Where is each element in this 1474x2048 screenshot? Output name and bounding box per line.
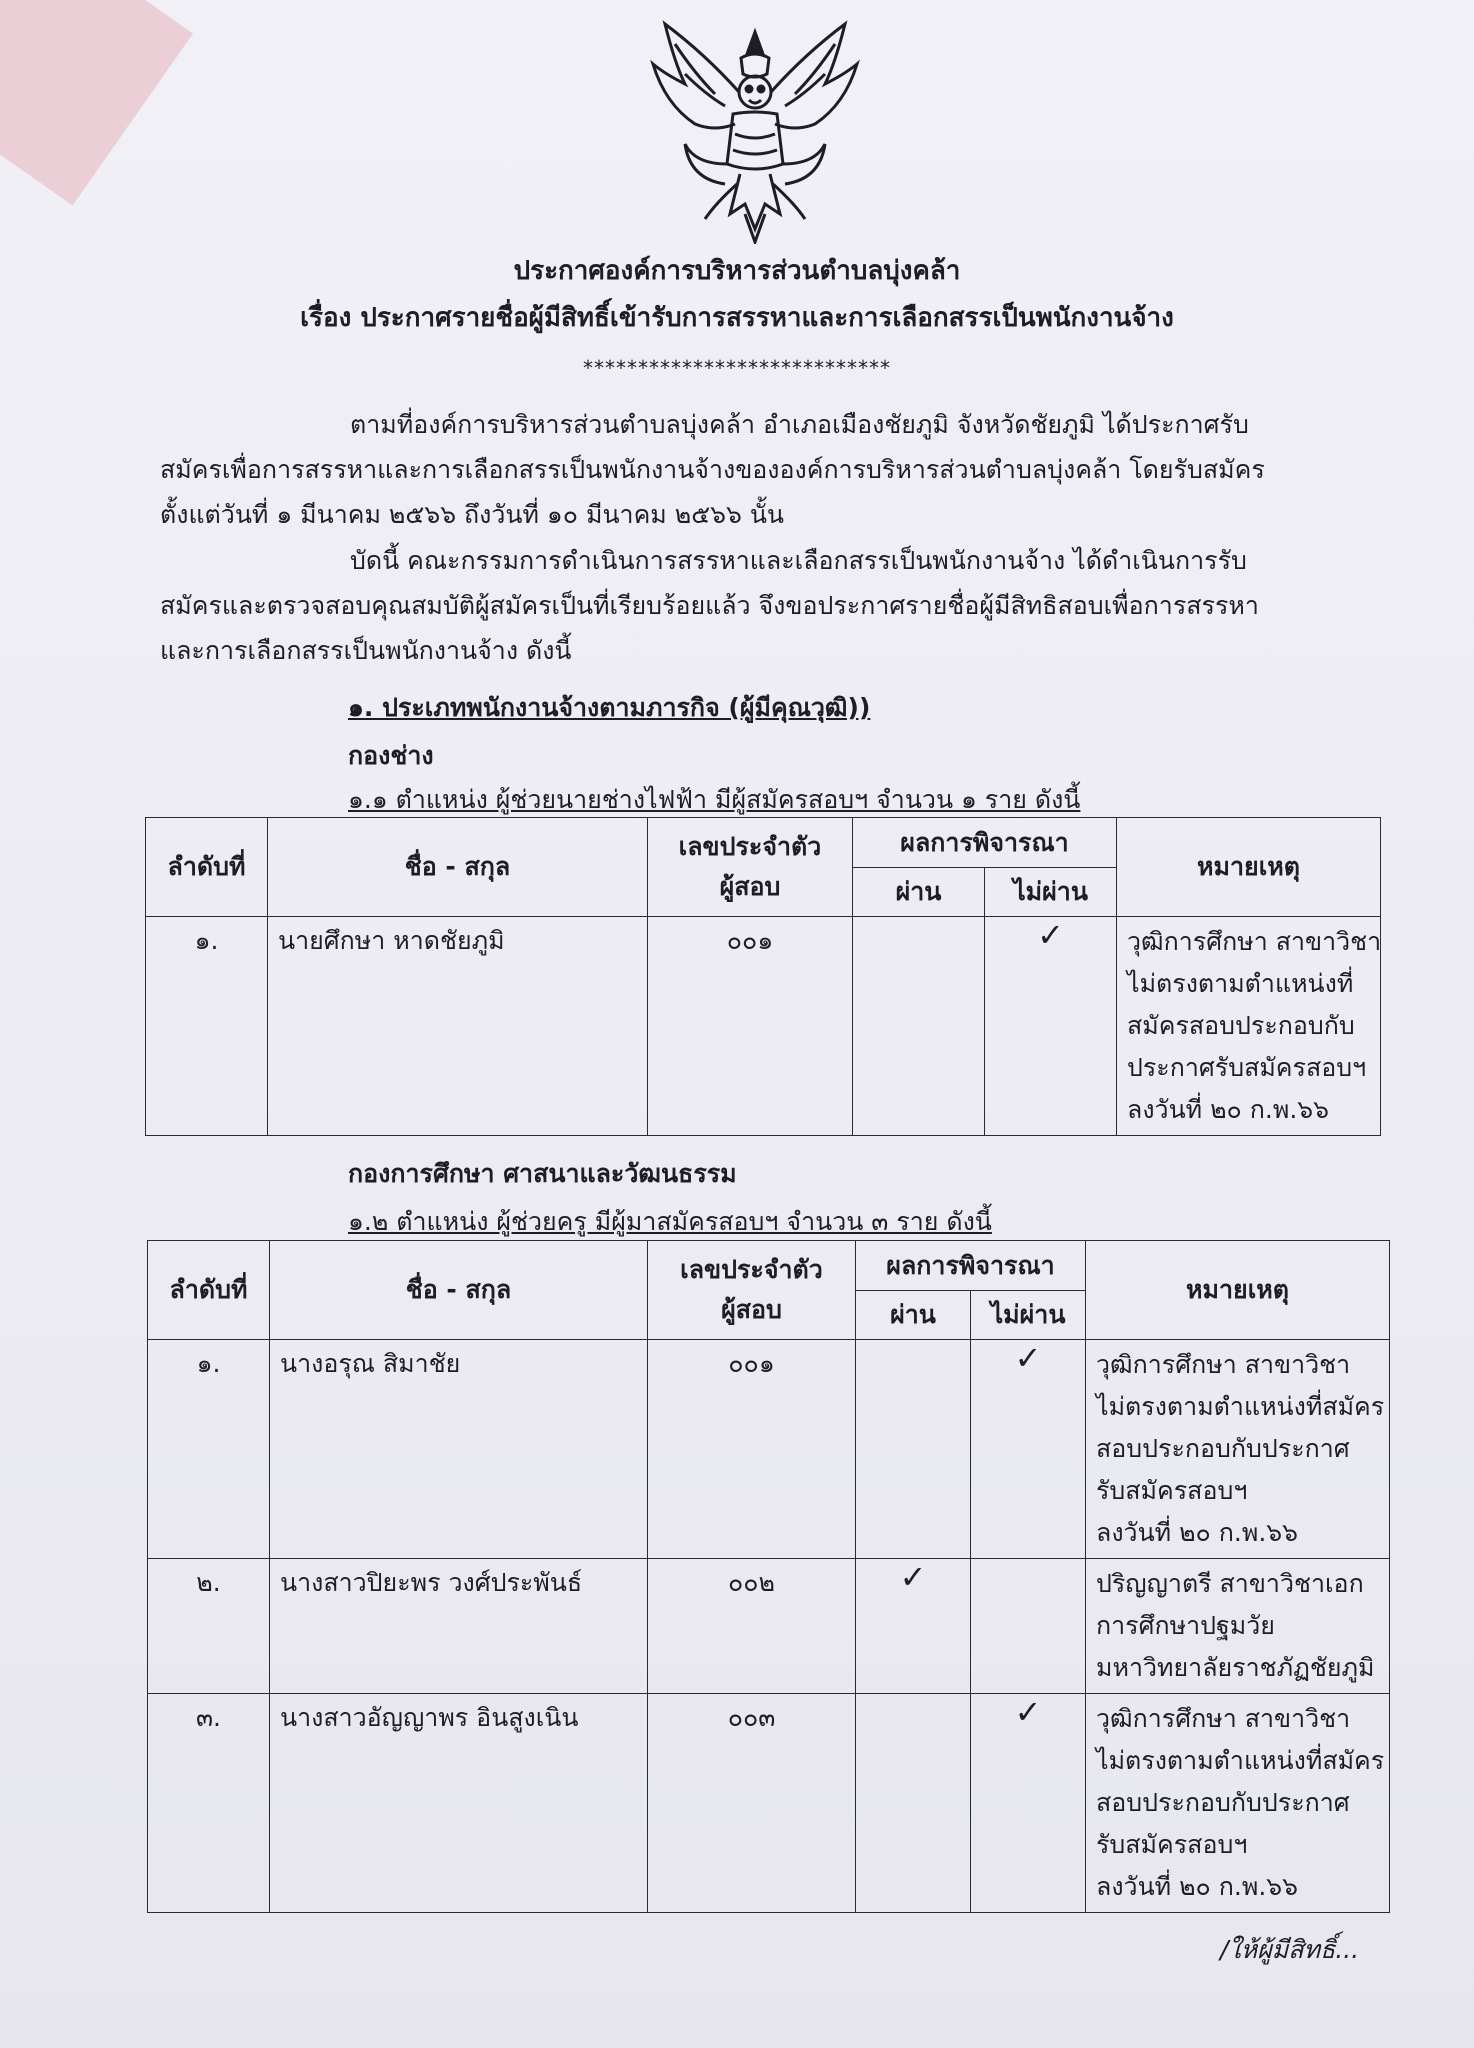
- checkmark: ✓: [899, 1558, 927, 1596]
- remark-line: ลงวันที่ ๒๐ ก.พ.๖๖: [1096, 1872, 1299, 1901]
- table-row: [148, 1694, 1390, 1913]
- remark-line: ลงวันที่ ๒๐ ก.พ.๖๖: [1096, 1518, 1299, 1547]
- table-row: [148, 1559, 1390, 1694]
- remark-line: ประกาศรับสมัครสอบฯ: [1127, 1053, 1367, 1082]
- checkmark: ✓: [1014, 1339, 1042, 1377]
- remark-line: สอบประกอบกับประกาศ: [1096, 1434, 1350, 1463]
- remark-line: การศึกษาปฐมวัย: [1096, 1611, 1275, 1640]
- announcement-subject: เรื่อง ประกาศรายชื่อผู้มีสิทธิ์เข้ารับการสรรหาและการเลือกสรรเป็นพนักงานจ้าง: [300, 303, 1174, 333]
- table-teacher-assistant: [147, 1240, 1390, 1913]
- header-pass: ผ่าน: [853, 868, 985, 917]
- header-name: ชื่อ - สกุล: [268, 818, 648, 917]
- remark-line: สมัครสอบประกอบกับ: [1127, 1011, 1355, 1040]
- cell-id: ๐๐๑: [648, 917, 853, 1136]
- header-id-line2: ผู้สอบ: [719, 872, 781, 901]
- cell-fail: [971, 1559, 1086, 1694]
- checkmark: ✓: [1037, 916, 1064, 954]
- paragraph-line: สมัครเพื่อการสรรหาและการเลือกสรรเป็นพนักงานจ้างขององค์การบริหารส่วนตำบลบุ่งคล้า โดยรับสมัคร: [160, 455, 1265, 484]
- cell-id: ๐๐๓: [648, 1694, 856, 1913]
- pink-paper-corner: [0, 0, 193, 206]
- remark-line: รับสมัครสอบฯ: [1096, 1830, 1248, 1859]
- remark-line: มหาวิทยาลัยราชภัฏชัยภูมิ: [1096, 1653, 1375, 1682]
- cell-name: นางสาวอัญญาพร อินสูงเนิน: [270, 1694, 648, 1913]
- cell-id: ๐๐๑: [648, 1340, 856, 1559]
- header-name: ชื่อ - สกุล: [270, 1241, 648, 1340]
- cell-no: ๒.: [148, 1559, 270, 1694]
- remark-line: วุฒิการศึกษา สาขาวิชา: [1096, 1704, 1351, 1733]
- cell-remark: [1086, 1694, 1390, 1913]
- cell-id: ๐๐๒: [648, 1559, 856, 1694]
- division-education: กองการศึกษา ศาสนาและวัฒนธรรม: [348, 1159, 737, 1188]
- cell-pass: [856, 1340, 971, 1559]
- cell-fail: [971, 1694, 1086, 1913]
- cell-pass: [856, 1559, 971, 1694]
- header-id: [648, 1241, 856, 1340]
- paragraph-line: และการเลือกสรรเป็นพนักงานจ้าง ดังนี้: [160, 636, 572, 665]
- announcement-title: ประกาศองค์การบริหารส่วนตำบลบุ่งคล้า: [513, 256, 961, 286]
- table-row: [148, 1340, 1390, 1559]
- header-id-line2: ผู้สอบ: [721, 1295, 782, 1324]
- remark-line: วุฒิการศึกษา สาขาวิชา: [1096, 1350, 1351, 1379]
- cell-remark: [1117, 917, 1381, 1136]
- paragraph-line: ตามที่องค์การบริหารส่วนตำบลบุ่งคล้า อำเภอเมืองชัยภูมิ จังหวัดชัยภูมิ ได้ประกาศรับ: [350, 410, 1249, 439]
- paragraph-2: [160, 538, 1259, 673]
- position-1-2: ๑.๒ ตำแหน่ง ผู้ช่วยครู มีผู้มาสมัครสอบฯ จำนวน ๓ ราย ดังนี้: [348, 1207, 992, 1236]
- cell-no: ๑.: [148, 1340, 270, 1559]
- cell-pass: [856, 1694, 971, 1913]
- cell-name: นายศึกษา หาดชัยภูมิ: [268, 917, 648, 1136]
- header-remark: หมายเหตุ: [1117, 818, 1381, 917]
- remark-line: วุฒิการศึกษา สาขาวิชา: [1127, 927, 1382, 956]
- position-1-1: ๑.๑ ตำแหน่ง ผู้ช่วยนายช่างไฟฟ้า มีผู้สมัครสอบฯ จำนวน ๑ ราย ดังนี้: [348, 785, 1081, 814]
- cell-no: ๓.: [148, 1694, 270, 1913]
- header-no: ลำดับที่: [148, 1241, 270, 1340]
- paragraph-line: ตั้งแต่วันที่ ๑ มีนาคม ๒๕๖๖ ถึงวันที่ ๑๐ มีนาคม ๒๕๖๖ นั้น: [160, 500, 784, 529]
- header-id-line1: เลขประจำตัว: [680, 1255, 823, 1284]
- header-remark: หมายเหตุ: [1086, 1241, 1390, 1340]
- cell-fail: [985, 917, 1117, 1136]
- paragraph-line: บัดนี้ คณะกรรมการดำเนินการสรรหาและเลือกสรรเป็นพนักงานจ้าง ได้ดำเนินการรับ: [350, 546, 1247, 575]
- header-fail: ไม่ผ่าน: [971, 1291, 1086, 1340]
- checkmark: ✓: [1014, 1693, 1042, 1731]
- remark-line: ปริญญาตรี สาขาวิชาเอก: [1096, 1569, 1364, 1598]
- header-pass: ผ่าน: [856, 1291, 971, 1340]
- header-id: [648, 818, 853, 917]
- header-fail: ไม่ผ่าน: [985, 868, 1117, 917]
- continuation-note: /ให้ผู้มีสิทธิ์...: [1220, 1935, 1360, 1964]
- header-result: ผลการพิจารณา: [856, 1241, 1086, 1291]
- cell-remark: [1086, 1559, 1390, 1694]
- garuda-emblem-icon: [645, 14, 865, 244]
- division-engineering: กองช่าง: [348, 741, 434, 770]
- separator-line: ****************************: [583, 356, 891, 380]
- cell-name: นางอรุณ สิมาชัย: [270, 1340, 648, 1559]
- cell-pass: [853, 917, 985, 1136]
- header-id-line1: เลขประจำตัว: [678, 832, 822, 861]
- remark-line: ไม่ตรงตามตำแหน่งที่สมัคร: [1096, 1392, 1385, 1421]
- header-no: ลำดับที่: [146, 818, 268, 917]
- remark-line: ลงวันที่ ๒๐ ก.พ.๖๖: [1127, 1095, 1330, 1124]
- cell-fail: [971, 1340, 1086, 1559]
- remark-line: ไม่ตรงตามตำแหน่งที่สมัคร: [1096, 1746, 1385, 1775]
- remark-line: ไม่ตรงตามตำแหน่งที่: [1127, 969, 1354, 998]
- paragraph-line: สมัครและตรวจสอบคุณสมบัติผู้สมัครเป็นที่เรียบร้อยแล้ว จึงขอประกาศรายชื่อผู้มีสิทธิสอบเพื่อการสรรหา: [160, 591, 1259, 620]
- table-electrician: [145, 817, 1381, 1136]
- cell-name: นางสาวปิยะพร วงศ์ประพันธ์: [270, 1559, 648, 1694]
- section-1-heading: ๑. ประเภทพนักงานจ้างตามภารกิจ (ผู้มีคุณวุฒิ)): [348, 693, 871, 722]
- cell-no: ๑.: [146, 917, 268, 1136]
- cell-remark: [1086, 1340, 1390, 1559]
- table-row: [146, 917, 1381, 1136]
- paragraph-1: [160, 402, 1265, 537]
- remark-line: รับสมัครสอบฯ: [1096, 1476, 1248, 1505]
- header-result: ผลการพิจารณา: [853, 818, 1117, 868]
- remark-line: สอบประกอบกับประกาศ: [1096, 1788, 1350, 1817]
